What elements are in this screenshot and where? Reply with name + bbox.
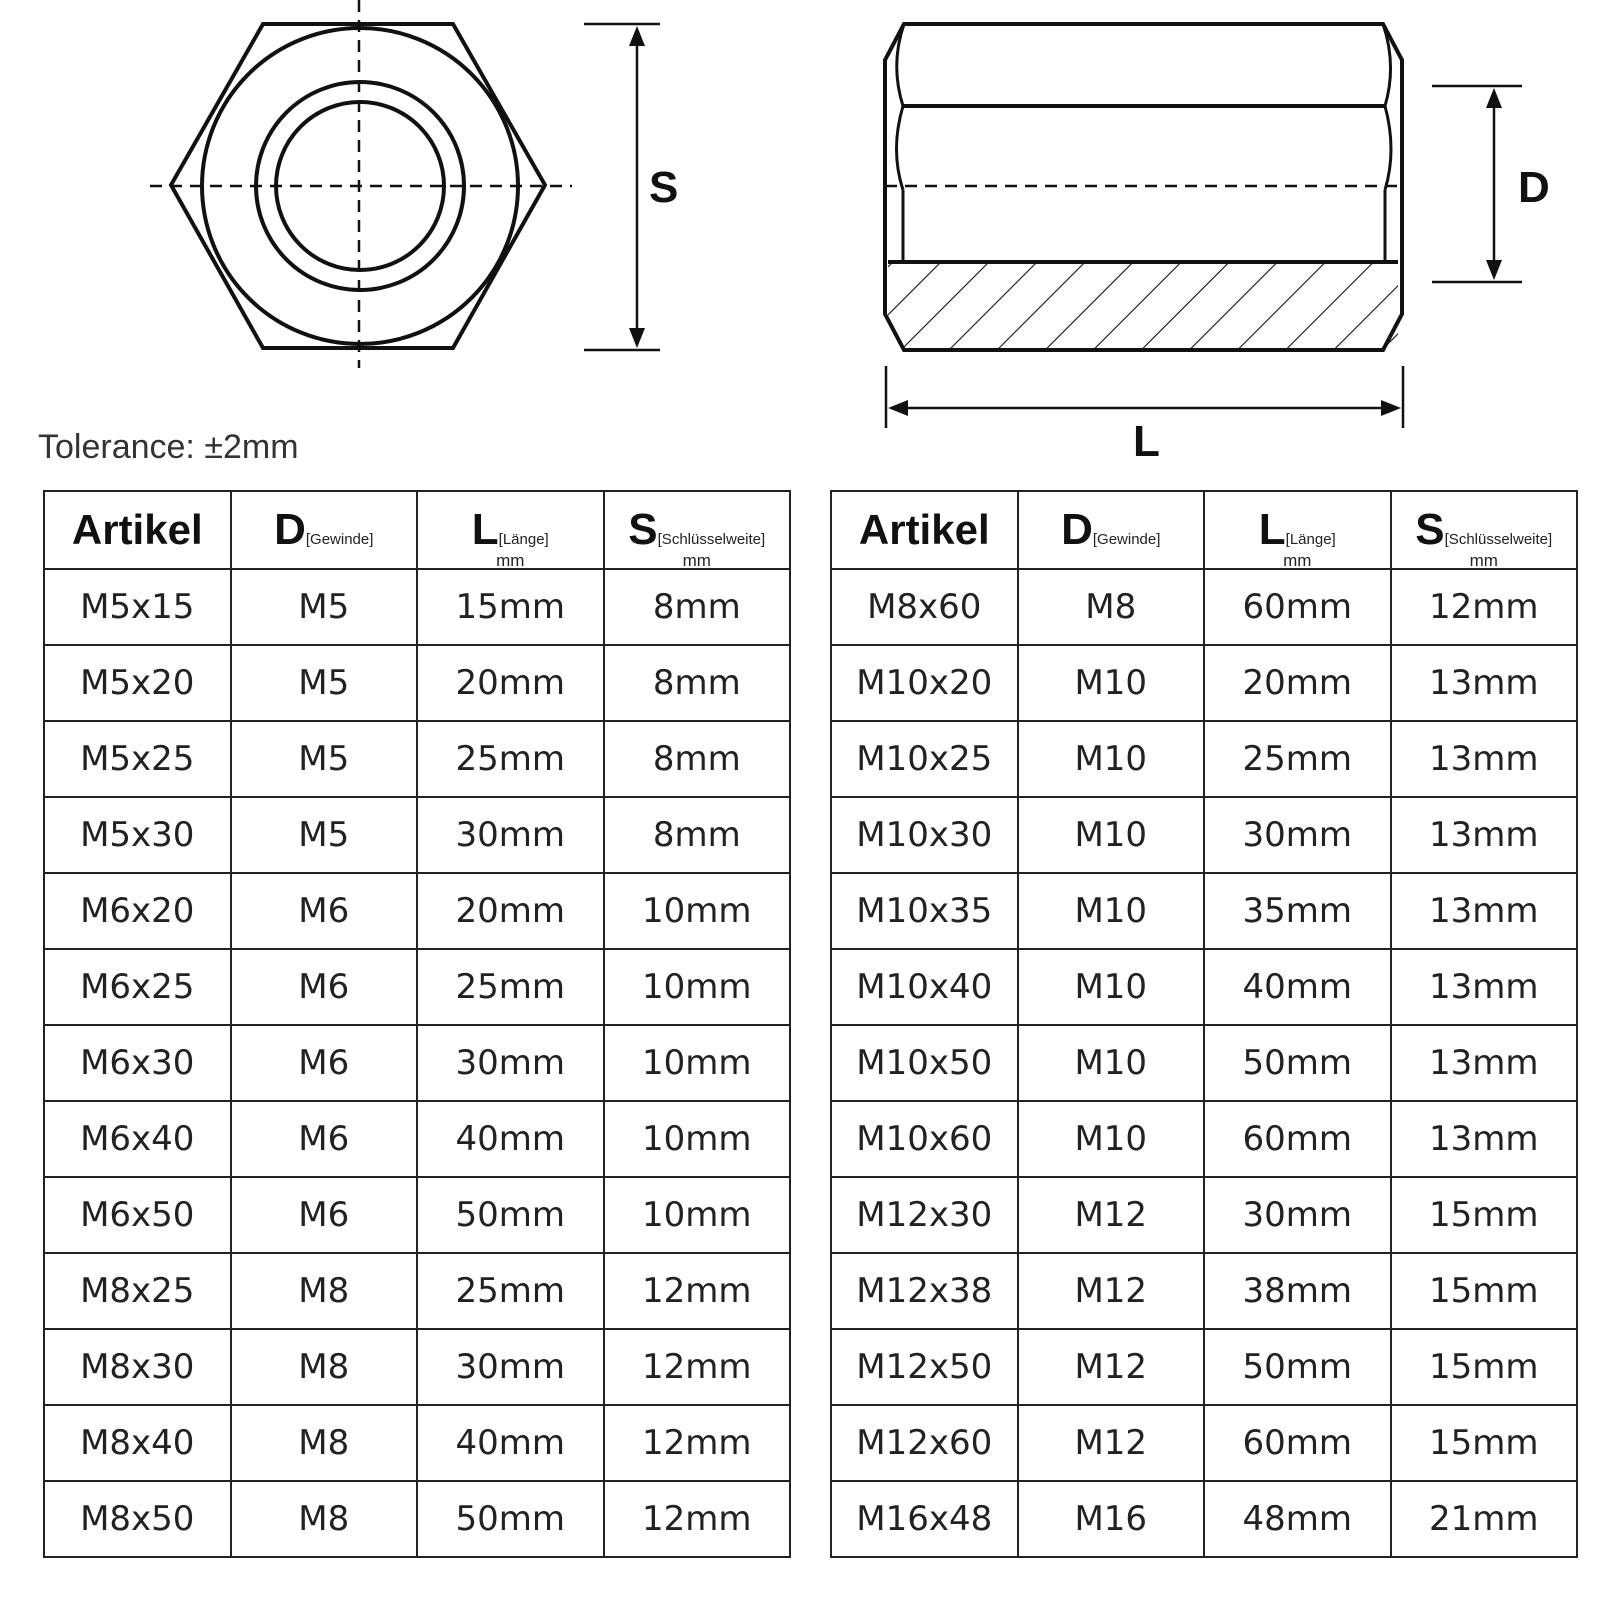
cell-laenge: 30mm: [417, 797, 604, 873]
table-row: [831, 645, 1577, 721]
cell-gewinde: M8: [231, 1481, 418, 1557]
table-row: [44, 949, 790, 1025]
cell-schluesselweite: 13mm: [1391, 645, 1578, 721]
coupling-nut-side-view: [885, 24, 1402, 350]
header-s: [604, 491, 791, 569]
table-row: [831, 873, 1577, 949]
table-row: [44, 645, 790, 721]
cell-schluesselweite: 12mm: [604, 1481, 791, 1557]
cell-gewinde: M5: [231, 569, 418, 645]
cell-gewinde: M6: [231, 1101, 418, 1177]
cell-schluesselweite: 10mm: [604, 1101, 791, 1177]
table-row: [831, 1025, 1577, 1101]
cell-laenge: 30mm: [1204, 1177, 1391, 1253]
cell-laenge: 38mm: [1204, 1253, 1391, 1329]
cell-artikel: M6x30: [44, 1025, 231, 1101]
table-row: [44, 797, 790, 873]
header-s-unit: mm: [682, 551, 711, 570]
header-d-label: D: [1061, 505, 1093, 554]
cell-artikel: M8x60: [831, 569, 1018, 645]
cell-schluesselweite: 15mm: [1391, 1253, 1578, 1329]
header-s-sub: [Schlüsselweite]: [1444, 531, 1553, 548]
cell-gewinde: M8: [231, 1253, 418, 1329]
cell-schluesselweite: 21mm: [1391, 1481, 1578, 1557]
header-l-label: L: [471, 505, 499, 554]
header-l-label: L: [1258, 505, 1286, 554]
cell-laenge: 50mm: [1204, 1025, 1391, 1101]
cell-artikel: M8x25: [44, 1253, 231, 1329]
table-row: [44, 1025, 790, 1101]
cell-gewinde: M10: [1018, 1101, 1205, 1177]
table-row: [831, 1101, 1577, 1177]
cell-laenge: 25mm: [417, 949, 604, 1025]
header-artikel: [831, 491, 1018, 569]
cell-gewinde: M8: [1018, 569, 1205, 645]
cell-gewinde: M5: [231, 645, 418, 721]
cell-laenge: 50mm: [417, 1481, 604, 1557]
cell-laenge: 60mm: [1204, 1101, 1391, 1177]
cell-artikel: M10x50: [831, 1025, 1018, 1101]
header-d-sub: [Gewinde]: [305, 531, 374, 548]
cell-schluesselweite: 12mm: [604, 1329, 791, 1405]
cell-schluesselweite: 10mm: [604, 1177, 791, 1253]
cell-artikel: M8x30: [44, 1329, 231, 1405]
header-s-label: S: [628, 505, 658, 554]
cell-laenge: 25mm: [417, 1253, 604, 1329]
cell-artikel: M10x60: [831, 1101, 1018, 1177]
header-d: [231, 491, 418, 569]
table-row: [831, 949, 1577, 1025]
table-row: [44, 1329, 790, 1405]
dimension-d-label: D: [1518, 163, 1550, 212]
cell-schluesselweite: 15mm: [1391, 1177, 1578, 1253]
header-artikel: [44, 491, 231, 569]
cell-schluesselweite: 13mm: [1391, 873, 1578, 949]
table-row: [831, 1329, 1577, 1405]
table-row: [44, 721, 790, 797]
cell-artikel: M5x15: [44, 569, 231, 645]
cell-schluesselweite: 15mm: [1391, 1405, 1578, 1481]
cell-gewinde: M12: [1018, 1253, 1205, 1329]
table-row: [831, 797, 1577, 873]
cell-gewinde: M12: [1018, 1329, 1205, 1405]
header-d-sub: [Gewinde]: [1092, 531, 1161, 548]
table-header-row: [44, 491, 790, 569]
cell-laenge: 30mm: [417, 1329, 604, 1405]
cell-laenge: 30mm: [1204, 797, 1391, 873]
cell-artikel: M6x20: [44, 873, 231, 949]
header-l-sub: [Länge]: [1285, 531, 1336, 548]
cell-laenge: 40mm: [417, 1101, 604, 1177]
cell-schluesselweite: 12mm: [604, 1405, 791, 1481]
cell-schluesselweite: 10mm: [604, 1025, 791, 1101]
cell-artikel: M8x50: [44, 1481, 231, 1557]
cell-gewinde: M6: [231, 949, 418, 1025]
header-d-label: D: [274, 505, 306, 554]
spec-table-right: [830, 490, 1578, 1558]
header-s-label: S: [1415, 505, 1445, 554]
dimension-d: [1432, 86, 1522, 282]
header-l-sub: [Länge]: [498, 531, 549, 548]
table-row: [831, 569, 1577, 645]
cell-gewinde: M8: [231, 1405, 418, 1481]
cell-schluesselweite: 13mm: [1391, 949, 1578, 1025]
cell-schluesselweite: 8mm: [604, 569, 791, 645]
cell-laenge: 25mm: [1204, 721, 1391, 797]
header-s-unit: mm: [1469, 551, 1498, 570]
cell-gewinde: M10: [1018, 873, 1205, 949]
header-s: [1391, 491, 1578, 569]
cell-schluesselweite: 13mm: [1391, 721, 1578, 797]
dimension-s-label: S: [649, 163, 679, 212]
cell-schluesselweite: 8mm: [604, 721, 791, 797]
table-header-row: [831, 491, 1577, 569]
cell-artikel: M5x25: [44, 721, 231, 797]
cell-gewinde: M8: [231, 1329, 418, 1405]
cell-gewinde: M10: [1018, 645, 1205, 721]
cell-gewinde: M6: [231, 1025, 418, 1101]
cell-gewinde: M12: [1018, 1177, 1205, 1253]
cell-artikel: M6x40: [44, 1101, 231, 1177]
cell-laenge: 20mm: [1204, 645, 1391, 721]
table-row: [831, 1253, 1577, 1329]
cell-artikel: M5x30: [44, 797, 231, 873]
cell-laenge: 60mm: [1204, 569, 1391, 645]
header-artikel-label: Artikel: [71, 506, 203, 553]
cell-laenge: 50mm: [417, 1177, 604, 1253]
cell-artikel: M10x25: [831, 721, 1018, 797]
cell-schluesselweite: 8mm: [604, 645, 791, 721]
cell-artikel: M12x60: [831, 1405, 1018, 1481]
table-row: [831, 1405, 1577, 1481]
cell-gewinde: M10: [1018, 1025, 1205, 1101]
cell-gewinde: M12: [1018, 1405, 1205, 1481]
cell-schluesselweite: 13mm: [1391, 1025, 1578, 1101]
cell-laenge: 48mm: [1204, 1481, 1391, 1557]
cell-schluesselweite: 12mm: [604, 1253, 791, 1329]
cell-gewinde: M10: [1018, 949, 1205, 1025]
table-row: [44, 873, 790, 949]
cell-gewinde: M16: [1018, 1481, 1205, 1557]
cell-artikel: M12x30: [831, 1177, 1018, 1253]
tolerance-note: Tolerance: ±2mm: [38, 428, 299, 466]
spec-table-left: [43, 490, 791, 1558]
cell-schluesselweite: 13mm: [1391, 1101, 1578, 1177]
cell-gewinde: M5: [231, 797, 418, 873]
cell-artikel: M6x25: [44, 949, 231, 1025]
table-row: [44, 1177, 790, 1253]
dimension-l-label: L: [1133, 417, 1160, 466]
table-row: [44, 1253, 790, 1329]
cell-schluesselweite: 12mm: [1391, 569, 1578, 645]
header-artikel-label: Artikel: [858, 506, 990, 553]
hex-nut-front-view: [150, 0, 572, 368]
cell-gewinde: M6: [231, 873, 418, 949]
table-row: [44, 1481, 790, 1557]
header-d: [1018, 491, 1205, 569]
header-l-unit: mm: [1283, 551, 1312, 570]
cell-laenge: 30mm: [417, 1025, 604, 1101]
cell-gewinde: M5: [231, 721, 418, 797]
cell-laenge: 40mm: [1204, 949, 1391, 1025]
cell-laenge: 50mm: [1204, 1329, 1391, 1405]
cell-artikel: M16x48: [831, 1481, 1018, 1557]
cell-schluesselweite: 8mm: [604, 797, 791, 873]
cell-schluesselweite: 15mm: [1391, 1329, 1578, 1405]
cell-artikel: M5x20: [44, 645, 231, 721]
cell-gewinde: M10: [1018, 721, 1205, 797]
cell-artikel: M10x20: [831, 645, 1018, 721]
cell-artikel: M6x50: [44, 1177, 231, 1253]
table-row: [44, 1101, 790, 1177]
header-l: [1204, 491, 1391, 569]
cell-laenge: 35mm: [1204, 873, 1391, 949]
cell-laenge: 20mm: [417, 873, 604, 949]
cell-artikel: M12x50: [831, 1329, 1018, 1405]
cell-artikel: M10x30: [831, 797, 1018, 873]
table-row: [44, 1405, 790, 1481]
cell-laenge: 40mm: [417, 1405, 604, 1481]
cell-laenge: 60mm: [1204, 1405, 1391, 1481]
table-row: [831, 721, 1577, 797]
technical-drawings: [0, 0, 1600, 470]
cell-schluesselweite: 10mm: [604, 949, 791, 1025]
header-l: [417, 491, 604, 569]
cell-artikel: M8x40: [44, 1405, 231, 1481]
cell-artikel: M10x40: [831, 949, 1018, 1025]
cell-gewinde: M6: [231, 1177, 418, 1253]
table-row: [831, 1177, 1577, 1253]
cell-artikel: M12x38: [831, 1253, 1018, 1329]
cell-laenge: 25mm: [417, 721, 604, 797]
cell-schluesselweite: 10mm: [604, 873, 791, 949]
cell-gewinde: M10: [1018, 797, 1205, 873]
cell-laenge: 20mm: [417, 645, 604, 721]
cell-laenge: 15mm: [417, 569, 604, 645]
cell-artikel: M10x35: [831, 873, 1018, 949]
table-row: [44, 569, 790, 645]
section-hatch: [888, 262, 1398, 348]
header-s-sub: [Schlüsselweite]: [657, 531, 766, 548]
table-row: [831, 1481, 1577, 1557]
header-l-unit: mm: [496, 551, 525, 570]
cell-schluesselweite: 13mm: [1391, 797, 1578, 873]
